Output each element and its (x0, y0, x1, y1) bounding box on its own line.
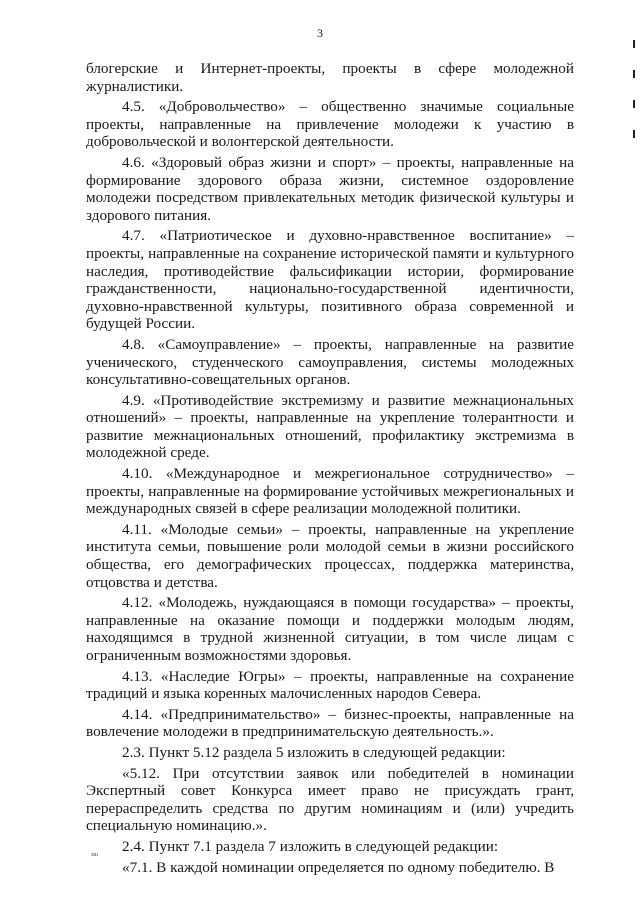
paragraph-2-4: 2.4. Пункт 7.1 раздела 7 изложить в следующей редакции: (122, 837, 499, 855)
paragraph-4-5: 4.5. «Добровольчество» – общественно значимые социальные проекты, направленные на привлечение молодежи к участию в добровольческой и волонтерской деятельности. (86, 98, 574, 151)
paragraph-2-3: 2.3. Пункт 5.12 раздела 5 изложить в следующей редакции: (122, 743, 506, 761)
paragraph-4-7: 4.7. «Патриотическое и духовно-нравственное воспитание» – проекты, направленные на сохранение исторической памяти и культурного наследия, противодействие фальсификации истории, формирование гражданственности, национально-государственной идентичности, духовно-нравственной культуры, позитивного образа современной и будущей России. (86, 227, 574, 333)
paragraph-4-11: 4.11. «Молодые семьи» – проекты, направленные на укрепление института семьи, повышение роли молодой семьи в жизни российского общества, его демографических процессах, поддержка материнства, отцовства и детства. (86, 520, 574, 591)
document-body (86, 60, 574, 876)
paragraph-4-10: 4.10. «Международное и межрегиональное сотрудничество» – проекты, направленные на формирование устойчивых межрегиональных и международных связей в сфере реализации молодежной политики. (86, 465, 574, 518)
paragraph-4-6: 4.6. «Здоровый образ жизни и спорт» – проекты, направленные на формирование здорового образа жизни, системное оздоровление молодежи посредством привлекательных методик физической культуры и здорового питания. (86, 153, 574, 224)
paragraph-4-14: 4.14. «Предпринимательство» – бизнес-проекты, направленные на вовлечение молодежи в предпринимательскую деятельность.». (86, 705, 574, 741)
page-number: 3 (317, 26, 323, 40)
paragraph-4-13: 4.13. «Наследие Югры» – проекты, направленные на сохранение традиций и языка коренных малочисленных народов Севера. (86, 667, 574, 703)
paragraph-7-1: «7.1. В каждой номинации определяется по одному победителю. В (122, 858, 555, 876)
paragraph-4-8: 4.8. «Самоуправление» – проекты, направленные на развитие ученического, студенческого самоуправления, системы молодежных консультативно-совещательных органов. (86, 335, 574, 389)
paragraph-4-9: 4.9. «Противодействие экстремизму и развитие межнациональных отношений» – проекты, направленные на укрепление толерантности и развитие межнациональных отношений, профилактику экстремизма в молодежной среде. (86, 391, 574, 462)
paragraph-0: блогерские и Интернет-проекты, проекты в сфере молодежной журналистики. (86, 60, 574, 95)
paragraph-5-12: «5.12. При отсутствии заявок или победителей в номинации Экспертный совет Конкурса имеет право не присуждать грант, перераспределить средства по другим номинациям и (или) учредить специальную номинацию.». (86, 764, 574, 835)
footer-mark: зш (91, 852, 98, 858)
scan-edge-marks (633, 40, 636, 170)
paragraph-4-12: 4.12. «Молодежь, нуждающаяся в помощи государства» – проекты, направленные на оказание помощи и поддержки молодым людям, находящимся в трудной жизненной ситуации, в том числе лицам с ограниченным возможностями здоровья. (86, 594, 574, 664)
